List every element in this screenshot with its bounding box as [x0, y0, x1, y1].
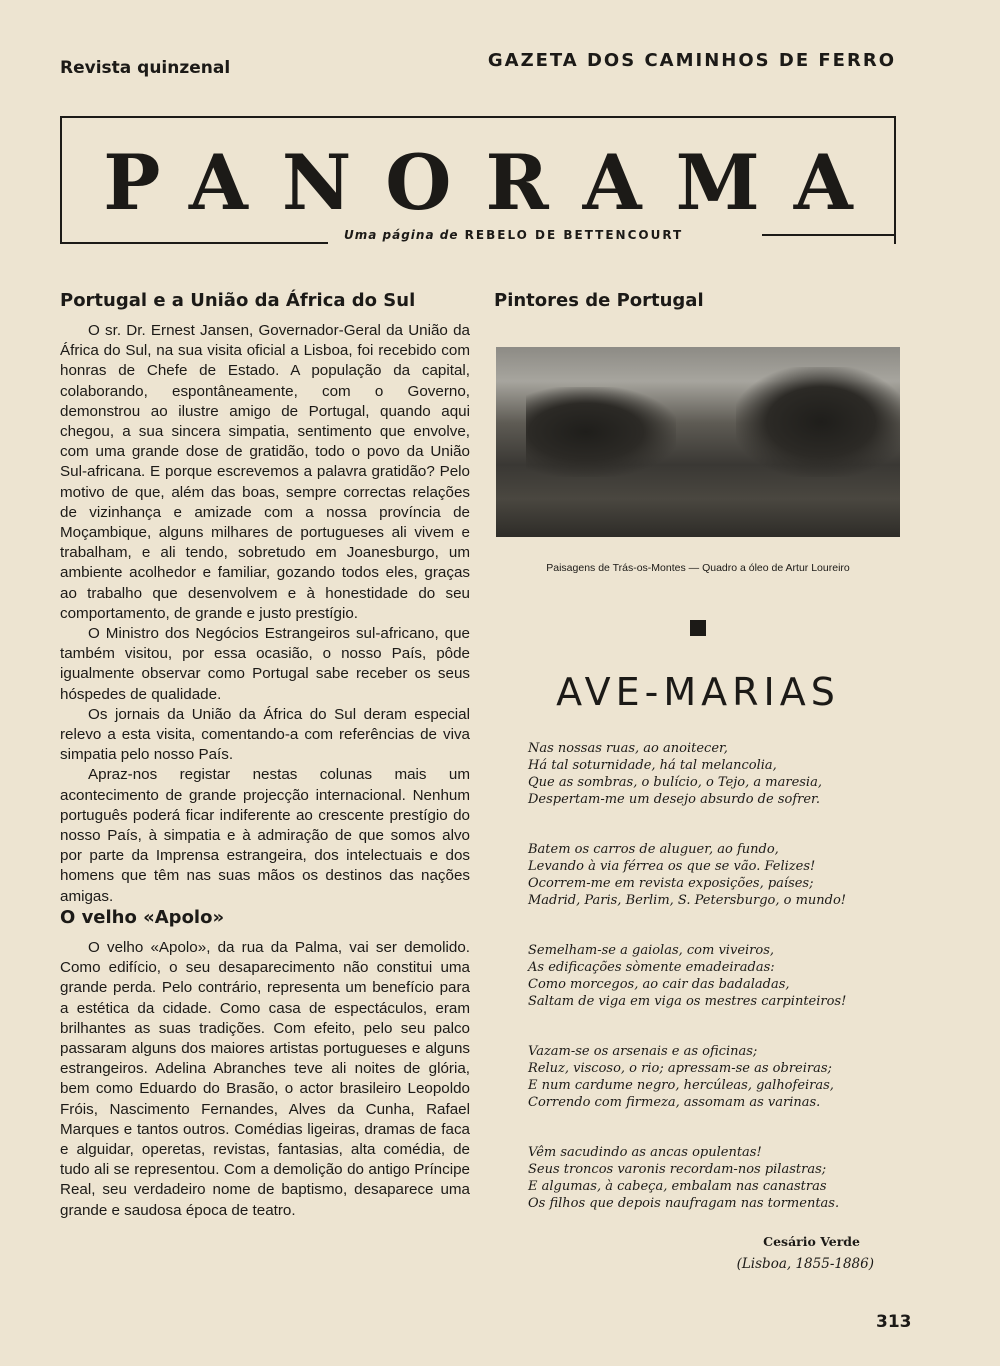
masthead-box [60, 116, 896, 244]
poem-line: Saltam de viga em viga os mestres carpinteiros! [528, 994, 847, 1009]
poem-line: As edificações sòmente emadeiradas: [528, 960, 775, 975]
running-header-right: GAZETA DOS CAMINHOS DE FERRO [487, 50, 896, 71]
poem-line: Despertam-me um desejo absurdo de sofrer. [528, 792, 820, 807]
article-body-apolo [60, 938, 470, 1221]
article-heading-africa: Portugal e a União da África do Sul [60, 290, 416, 311]
painting-trees-left [526, 387, 676, 477]
poem-title: AVE-MARIAS [556, 670, 840, 714]
running-header-left: Revista quinzenal [60, 58, 231, 78]
poem-line: Que as sombras, o bulício, o Tejo, a maresia, [528, 775, 822, 790]
painting-trees-right [736, 367, 900, 477]
poem-stanza [528, 841, 898, 909]
poem-line: Reluz, viscoso, o rio; apressam-se as obreiras; [528, 1061, 832, 1076]
poem-body [528, 740, 898, 1245]
landscape-painting-image [496, 347, 900, 537]
poem-line: Nas nossas ruas, ao anoitecer, [528, 741, 728, 756]
byline-prefix: Uma página de [344, 228, 459, 242]
poem-line: E algumas, à cabeça, embalam nas canastras [528, 1179, 827, 1194]
poem-line: Ocorrem-me em revista exposições, países; [528, 876, 814, 891]
poem-line: Madrid, Paris, Berlim, S. Petersburgo, o mundo! [528, 893, 847, 908]
poem-line: Seus troncos varonis recordam-nos pilastras; [528, 1162, 827, 1177]
poem-stanza [528, 740, 898, 808]
masthead-rule-right [762, 234, 896, 236]
poem-line: Correndo com firmeza, assomam as varinas. [528, 1095, 821, 1110]
left-column [60, 290, 470, 1221]
article-paragraph: Apraz-nos registar nestas colunas mais um acontecimento de grande projecção internacional. Nenhum português poderá ficar indiferente ao crescente prestígio do nosso País, à simpatia e à admiração de que somos alvo por parte da Imprensa estrangeira, dos intelectuais e dos homens que têm nas suas mãos os destinos das nações amigas. [60, 766, 470, 905]
masthead-rule-left [60, 242, 328, 244]
painting-caption: Paisagens de Trás-os-Montes — Quadro a óleo de Artur Loureiro [546, 562, 850, 574]
poem-line: Semelham-se a gaiolas, com viveiros, [528, 943, 775, 958]
article-body-africa [60, 321, 470, 907]
article-heading-pintores: Pintores de Portugal [494, 290, 704, 311]
byline-author: REBELO DE BETTENCOURT [464, 228, 684, 242]
right-column [494, 290, 902, 1272]
poem-author: Cesário Verde [763, 1234, 860, 1249]
article-paragraph: O Ministro dos Negócios Estrangeiros sul-africano, que também visitou, por essa ocasião, o nosso País, pôde igualmente observar como Portugal sabe receber os seus hóspedes de qualidade. [60, 625, 470, 703]
poem-line: Como morcegos, ao cair das badaladas, [528, 977, 790, 992]
article-paragraph: O velho «Apolo», da rua da Palma, vai ser demolido. Como edifício, o seu desaparecimento não constitui uma grande perda. Pelo contrário, representa um benefício para a estética da cidade. Como casa de espectáculos, eram brilhantes as suas tradições. Com efeito, pelo seu palco passaram alguns dos maiores artistas portugueses e alguns estrangeiros. Adelina Abranches teve ali noites de glória, bem como Eduardo do Brasão, o actor brasileiro Leopoldo Fróis, Nascimento Fernandes, Alves da Cunha, Rafael Marques e tantos outros. Comédias ligeiras, dramas de faca e alguidar, operetas, revistas, fantasias, alta comédia, de tudo ali se representou. Com a demolição do antigo Príncipe Real, seu verdadeiro nome de baptismo, desaparece uma grande e saudosa época de teatro. [60, 938, 470, 1219]
poem-place-dates: (Lisboa, 1855-1886) [736, 1256, 874, 1272]
poem-line: Vêm sacudindo as ancas opulentas! [528, 1145, 762, 1160]
poem-stanza [528, 942, 898, 1010]
article-paragraph: O sr. Dr. Ernest Jansen, Governador-Geral da União da África do Sul, na sua visita oficial a Lisboa, foi recebido com honras de Chefe de Estado. A população da capital, colaborando, espontâneamente, com o Governo, demonstrou ao ilustre amigo de Portugal, quando aqui chegou, a sua sincera simpatia, sentimento que envolve, com uma grande dose de gratidão, todo o povo da União Sul-africana. E porque escrevemos a palavra gratidão? Pelo motivo de que, além das boas, sempre correctas relações de vizinhança e amizade com a nossa província de Moçambique, alguns milhares de portugueses ali vivem e trabalham, e ali tendo, sobretudo em Joanesburgo, um ambiente acolhedor e familiar, gozando todos eles, graças ao trabalho que desenvolvem e à honestidade do seu comportamento, de grande e justo prestígio. [60, 322, 470, 622]
poem-stanza [528, 1144, 898, 1212]
poem-line: Há tal soturnidade, há tal melancolia, [528, 758, 777, 773]
masthead-title: PANORAMA [103, 138, 887, 227]
poem-line: E num cardume negro, hercúleas, galhofeiras, [528, 1078, 834, 1093]
poem-line: Os filhos que depois naufragam nas tormentas. [528, 1196, 840, 1211]
article-heading-apolo: O velho «Apolo» [60, 906, 225, 928]
poem-line: Batem os carros de aluguer, ao fundo, [528, 842, 779, 857]
square-bullet-icon [690, 620, 706, 636]
byline [344, 228, 683, 242]
article-paragraph: Os jornais da União da África do Sul deram especial relevo a esta visita, comentando-a com referências de viva simpatia pelo nosso País. [60, 705, 470, 764]
poem-line: Levando à via férrea os que se vão. Felizes! [528, 859, 816, 874]
poem-stanza [528, 1043, 898, 1111]
poem-line: Vazam-se os arsenais e as oficinas; [528, 1044, 758, 1059]
page-number: 313 [876, 1312, 912, 1332]
